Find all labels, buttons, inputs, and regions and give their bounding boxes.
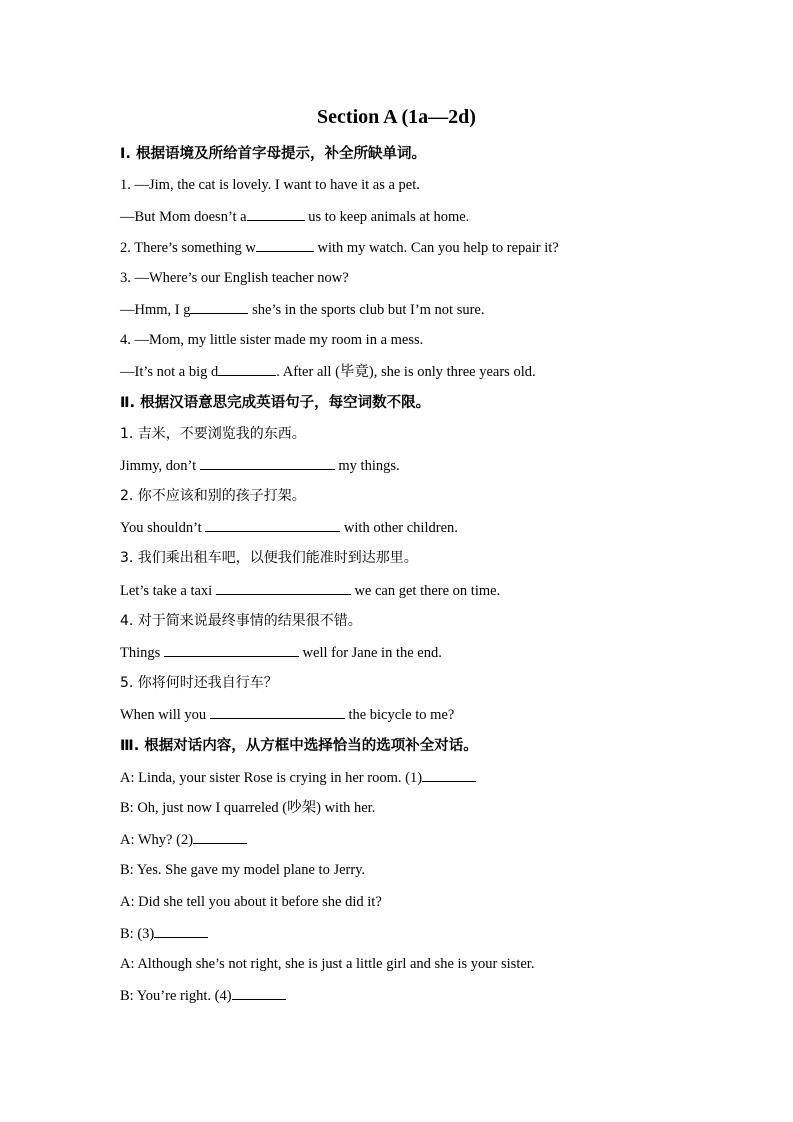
dialogue-line-3: [120, 829, 760, 850]
answer-blank[interactable]: [232, 985, 286, 1000]
text: —Hmm, I: [120, 302, 184, 318]
part1-q1a: 1. —Jim, the cat is lovely. I want to have it as a pet.: [120, 177, 420, 193]
dialogue-line-5: A: Did she tell you about it before she did it?: [120, 894, 382, 910]
text: When will you: [120, 707, 210, 723]
answer-blank[interactable]: [216, 580, 351, 595]
part2-q4: [120, 642, 760, 663]
text: B: (3): [120, 926, 155, 942]
part1-q2: [120, 237, 760, 258]
hint-letter: w: [245, 240, 256, 256]
answer-blank[interactable]: [193, 829, 247, 844]
answer-blank[interactable]: [422, 767, 476, 782]
text: us to keep animals at home.: [304, 209, 470, 225]
text: with my watch. Can you help to repair it?: [313, 240, 559, 256]
answer-blank[interactable]: [200, 455, 335, 470]
dialogue-line-6: [120, 923, 760, 944]
dialogue-line-8: [120, 985, 760, 1006]
part2-q1: [120, 455, 760, 476]
dialogue-line-7: A: Although she’s not right, she is just a little girl and she is your sister.: [120, 956, 535, 972]
hint-letter: g: [183, 302, 191, 318]
part2-q2-chinese: 2. 你不应该和别的孩子打架。: [120, 488, 306, 504]
text: with other children.: [340, 520, 458, 536]
text: . After all (毕竟), she is only three years old.: [276, 364, 536, 380]
part1-q3b: [120, 299, 760, 320]
hint-letter: d: [211, 364, 219, 380]
answer-blank[interactable]: [190, 299, 248, 314]
answer-blank[interactable]: [205, 517, 340, 532]
text: You shouldn’t: [120, 520, 206, 536]
part3-heading: Ⅲ. 根据对话内容，从方框中选择恰当的选项补全对话。: [120, 738, 478, 754]
text: she’s in the sports club but I’m not sure.: [248, 302, 485, 318]
answer-blank[interactable]: [218, 361, 276, 376]
answer-blank[interactable]: [247, 206, 305, 221]
text: —But Mom doesn’t: [120, 209, 241, 225]
part2-q1-chinese: 1. 吉米，不要浏览我的东西。: [120, 426, 306, 442]
answer-blank[interactable]: [154, 923, 208, 938]
part2-q3: [120, 580, 760, 601]
part2-q3-chinese: 3. 我们乘出租车吧，以便我们能准时到达那里。: [120, 550, 418, 566]
dialogue-line-1: [120, 767, 760, 788]
part1-q4a: 4. —Mom, my little sister made my room in a mess.: [120, 332, 424, 348]
part2-q4-chinese: 4. 对于简来说最终事情的结果很不错。: [120, 613, 362, 629]
text: Things: [120, 645, 164, 661]
answer-blank[interactable]: [164, 642, 299, 657]
text: Let’s take a taxi: [120, 583, 216, 599]
dialogue-line-2: B: Oh, just now I quarreled (吵架) with her.: [120, 800, 376, 816]
answer-blank[interactable]: [210, 704, 345, 719]
dialogue-line-4: B: Yes. She gave my model plane to Jerry.: [120, 862, 366, 878]
hint-letter: a: [240, 209, 247, 225]
text: Jimmy, don’t: [120, 458, 200, 474]
text: —It’s not a big: [120, 364, 212, 380]
part2-q5-chinese: 5. 你将何时还我自行车？: [120, 675, 278, 691]
part1-q1b: [120, 206, 760, 227]
text: A: Linda, your sister Rose is crying in her room. (1): [120, 770, 423, 786]
part2-q5: [120, 704, 760, 725]
answer-blank[interactable]: [256, 237, 314, 252]
part2-heading: Ⅱ. 根据汉语意思完成英语句子，每空词数不限。: [120, 395, 431, 411]
part1-q3a: 3. —Where’s our English teacher now?: [120, 270, 349, 286]
text: we can get there on time.: [350, 583, 501, 599]
text: A: Why? (2): [120, 832, 194, 848]
text: my things.: [334, 458, 400, 474]
text: B: You’re right. (4): [120, 988, 232, 1004]
part1-heading: Ⅰ. 根据语境及所给首字母提示，补全所缺单词。: [120, 146, 426, 162]
text: well for Jane in the end.: [298, 645, 442, 661]
part2-q2: [120, 517, 760, 538]
page-title: Section A (1a—2d): [317, 106, 476, 128]
part1-q4b: [120, 361, 760, 382]
text: 2. There’s something: [120, 240, 246, 256]
text: the bicycle to me?: [344, 707, 455, 723]
